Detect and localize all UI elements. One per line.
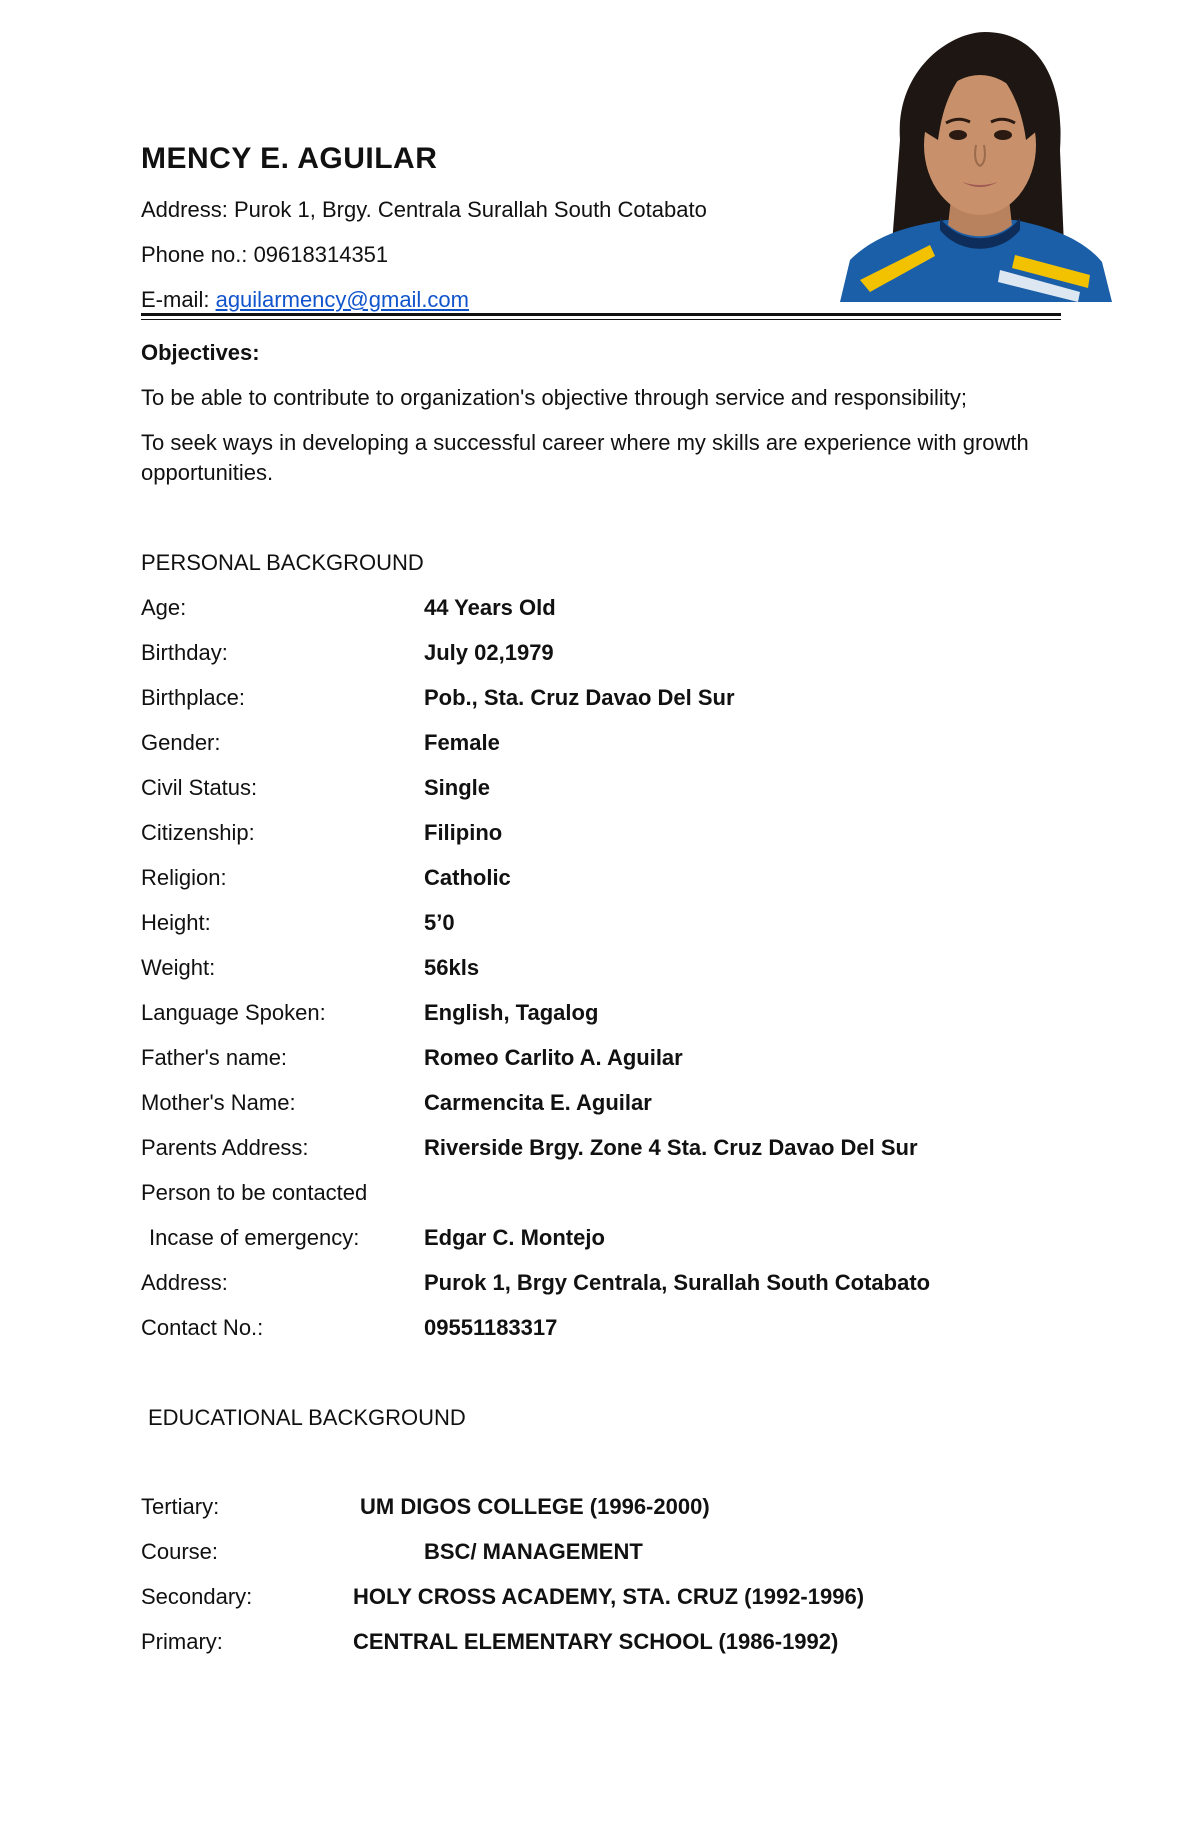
- header-divider: [141, 313, 1061, 316]
- row-label: Weight:: [141, 955, 216, 980]
- row-value: BSC/ MANAGEMENT: [424, 1539, 643, 1564]
- objectives-heading: Objectives:: [141, 340, 260, 365]
- row-value: Carmencita E. Aguilar: [424, 1090, 652, 1115]
- objective-item: To be able to contribute to organization's objective through service and responsibility;: [141, 385, 968, 410]
- row-label: Age:: [141, 595, 187, 620]
- row-value: English, Tagalog: [424, 1000, 599, 1025]
- row-value: 5’0: [424, 910, 455, 935]
- row-label: Gender:: [141, 730, 221, 755]
- row-label: Secondary:: [141, 1584, 253, 1609]
- header-divider-thin: [141, 319, 1061, 320]
- row-label: Contact No.:: [141, 1315, 264, 1340]
- profile-photo: [840, 30, 1112, 302]
- row-label: Birthday:: [141, 640, 228, 665]
- phone-value: 09618314351: [253, 242, 389, 267]
- email-link[interactable]: aguilarmency@gmail.com: [215, 287, 469, 312]
- row-label: Person to be contacted: [141, 1180, 368, 1205]
- row-value: Edgar C. Montejo: [424, 1225, 605, 1250]
- row-value: HOLY CROSS ACADEMY, STA. CRUZ (1992-1996): [353, 1584, 865, 1609]
- row-value: 44 Years Old: [424, 595, 556, 620]
- row-label: Citizenship:: [141, 820, 255, 845]
- row-value: Single: [424, 775, 491, 800]
- phone-label: Phone no.:: [141, 242, 248, 267]
- row-label: Primary:: [141, 1629, 223, 1654]
- row-label: Language Spoken:: [141, 1000, 326, 1025]
- row-value: Riverside Brgy. Zone 4 Sta. Cruz Davao Del Sur: [424, 1135, 918, 1160]
- personal-heading: PERSONAL BACKGROUND: [141, 550, 424, 575]
- row-value: July 02,1979: [424, 640, 554, 665]
- row-value: CENTRAL ELEMENTARY SCHOOL (1986-1992): [353, 1629, 839, 1654]
- email-line: [141, 287, 469, 313]
- applicant-name: MENCY E. AGUILAR: [141, 142, 438, 175]
- row-label: Civil Status:: [141, 775, 258, 800]
- row-value: 09551183317: [424, 1315, 558, 1340]
- row-label: Tertiary:: [141, 1494, 220, 1519]
- row-label: Religion:: [141, 865, 227, 890]
- row-label: Address:: [141, 1270, 228, 1295]
- row-label: Father's name:: [141, 1045, 288, 1070]
- profile-photo-icon: [840, 30, 1112, 302]
- education-heading: EDUCATIONAL BACKGROUND: [148, 1405, 466, 1430]
- address-line: [141, 197, 707, 223]
- row-value: Romeo Carlito A. Aguilar: [424, 1045, 683, 1070]
- row-value: Purok 1, Brgy Centrala, Surallah South Cotabato: [424, 1270, 931, 1295]
- objective-item: To seek ways in developing a successful career where my skills are experience with growth opportunities.: [141, 430, 1029, 485]
- row-label: Incase of emergency:: [149, 1225, 360, 1250]
- address-value: Purok 1, Brgy. Centrala Surallah South Cotabato: [233, 197, 707, 222]
- row-value: UM DIGOS COLLEGE (1996-2000): [360, 1494, 710, 1519]
- row-value: Pob., Sta. Cruz Davao Del Sur: [424, 685, 735, 710]
- row-value: Filipino: [424, 820, 503, 845]
- row-label: Course:: [141, 1539, 219, 1564]
- row-value: Catholic: [424, 865, 511, 890]
- row-value: 56kls: [424, 955, 480, 980]
- row-label: Parents Address:: [141, 1135, 309, 1160]
- row-label: Height:: [141, 910, 211, 935]
- phone-line: [141, 242, 388, 268]
- address-label: Address:: [141, 197, 228, 222]
- email-label: E-mail:: [141, 287, 210, 312]
- row-label: Mother's Name:: [141, 1090, 296, 1115]
- row-value: Female: [424, 730, 500, 755]
- row-label: Birthplace:: [141, 685, 245, 710]
